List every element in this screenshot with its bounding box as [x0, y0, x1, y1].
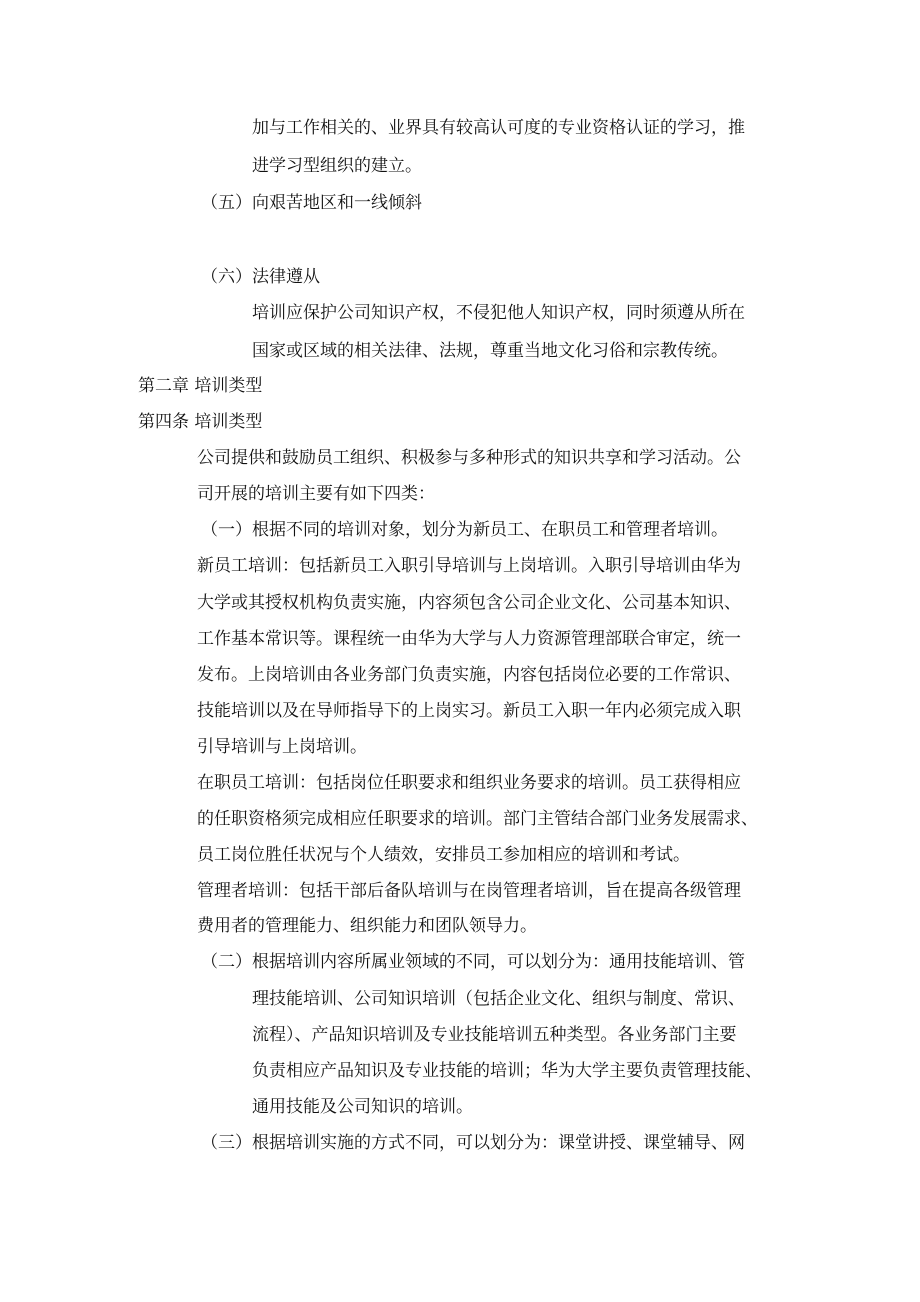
text-line: 进学习型组织的建立。 [252, 156, 422, 176]
section-heading: （五）向艰苦地区和一线倾斜 [201, 193, 422, 213]
chapter-heading: 第二章 培训类型 [138, 376, 263, 396]
text-line: 发布。上岗培训由各业务部门负责实施，内容包括岗位必要的工作常识、 [197, 665, 741, 685]
text-line: 大学或其授权机构负责实施，内容须包含公司企业文化、公司基本知识、 [197, 593, 741, 613]
text-line: 公司提供和鼓励员工组织、积极参与多种形式的知识共享和学习活动。公 [197, 448, 741, 468]
text-line: 的任职资格须完成相应任职要求的培训。部门主管结合部门业务发展需求、 [197, 809, 758, 829]
text-line: 工作基本常识等。课程统一由华为大学与人力资源管理部联合审定，统一 [197, 629, 741, 649]
text-line: 技能培训以及在导师指导下的上岗实习。新员工入职一年内必须完成入职 [197, 701, 741, 721]
text-line: 负责相应产品知识及专业技能的培训；华为大学主要负责管理技能、 [252, 1061, 762, 1081]
text-line: 管理者培训：包括干部后备队培训与在岗管理者培训，旨在提高各级管理 [197, 881, 741, 901]
text-line: 国家或区域的相关法律、法规，尊重当地文化习俗和宗教传统。 [252, 341, 728, 361]
text-line: 在职员工培训：包括岗位任职要求和组织业务要求的培训。员工获得相应 [197, 773, 741, 793]
text-line: 加与工作相关的、业界具有较高认可度的专业资格认证的学习，推 [252, 118, 745, 138]
text-line: 培训应保护公司知识产权，不侵犯他人知识产权，同时须遵从所在 [252, 303, 745, 323]
text-line: 费用者的管理能力、组织能力和团队领导力。 [197, 916, 537, 936]
text-line: 引导培训与上岗培训。 [197, 737, 367, 757]
section-heading: （三）根据培训实施的方式不同，可以划分为：课堂讲授、课堂辅导、网 [201, 1133, 745, 1153]
article-heading: 第四条 培训类型 [138, 412, 263, 432]
section-heading: （六）法律遵从 [201, 267, 320, 287]
text-line: 新员工培训：包括新员工入职引导培训与上岗培训。入职引导培训由华为 [197, 556, 741, 576]
section-heading: （二）根据培训内容所属业领域的不同，可以划分为：通用技能培训、管 [201, 952, 745, 972]
section-heading: （一）根据不同的培训对象，划分为新员工、在职员工和管理者培训。 [201, 520, 728, 540]
text-line: 理技能培训、公司知识培训（包括企业文化、组织与制度、常识、 [252, 989, 745, 1009]
text-line: 流程）、产品知识培训及专业技能培训五种类型。各业务部门主要 [252, 1025, 737, 1045]
text-line: 司开展的培训主要有如下四类： [197, 484, 435, 504]
text-line: 通用技能及公司知识的培训。 [252, 1097, 473, 1117]
text-line: 员工岗位胜任状况与个人绩效，安排员工参加相应的培训和考试。 [197, 845, 690, 865]
